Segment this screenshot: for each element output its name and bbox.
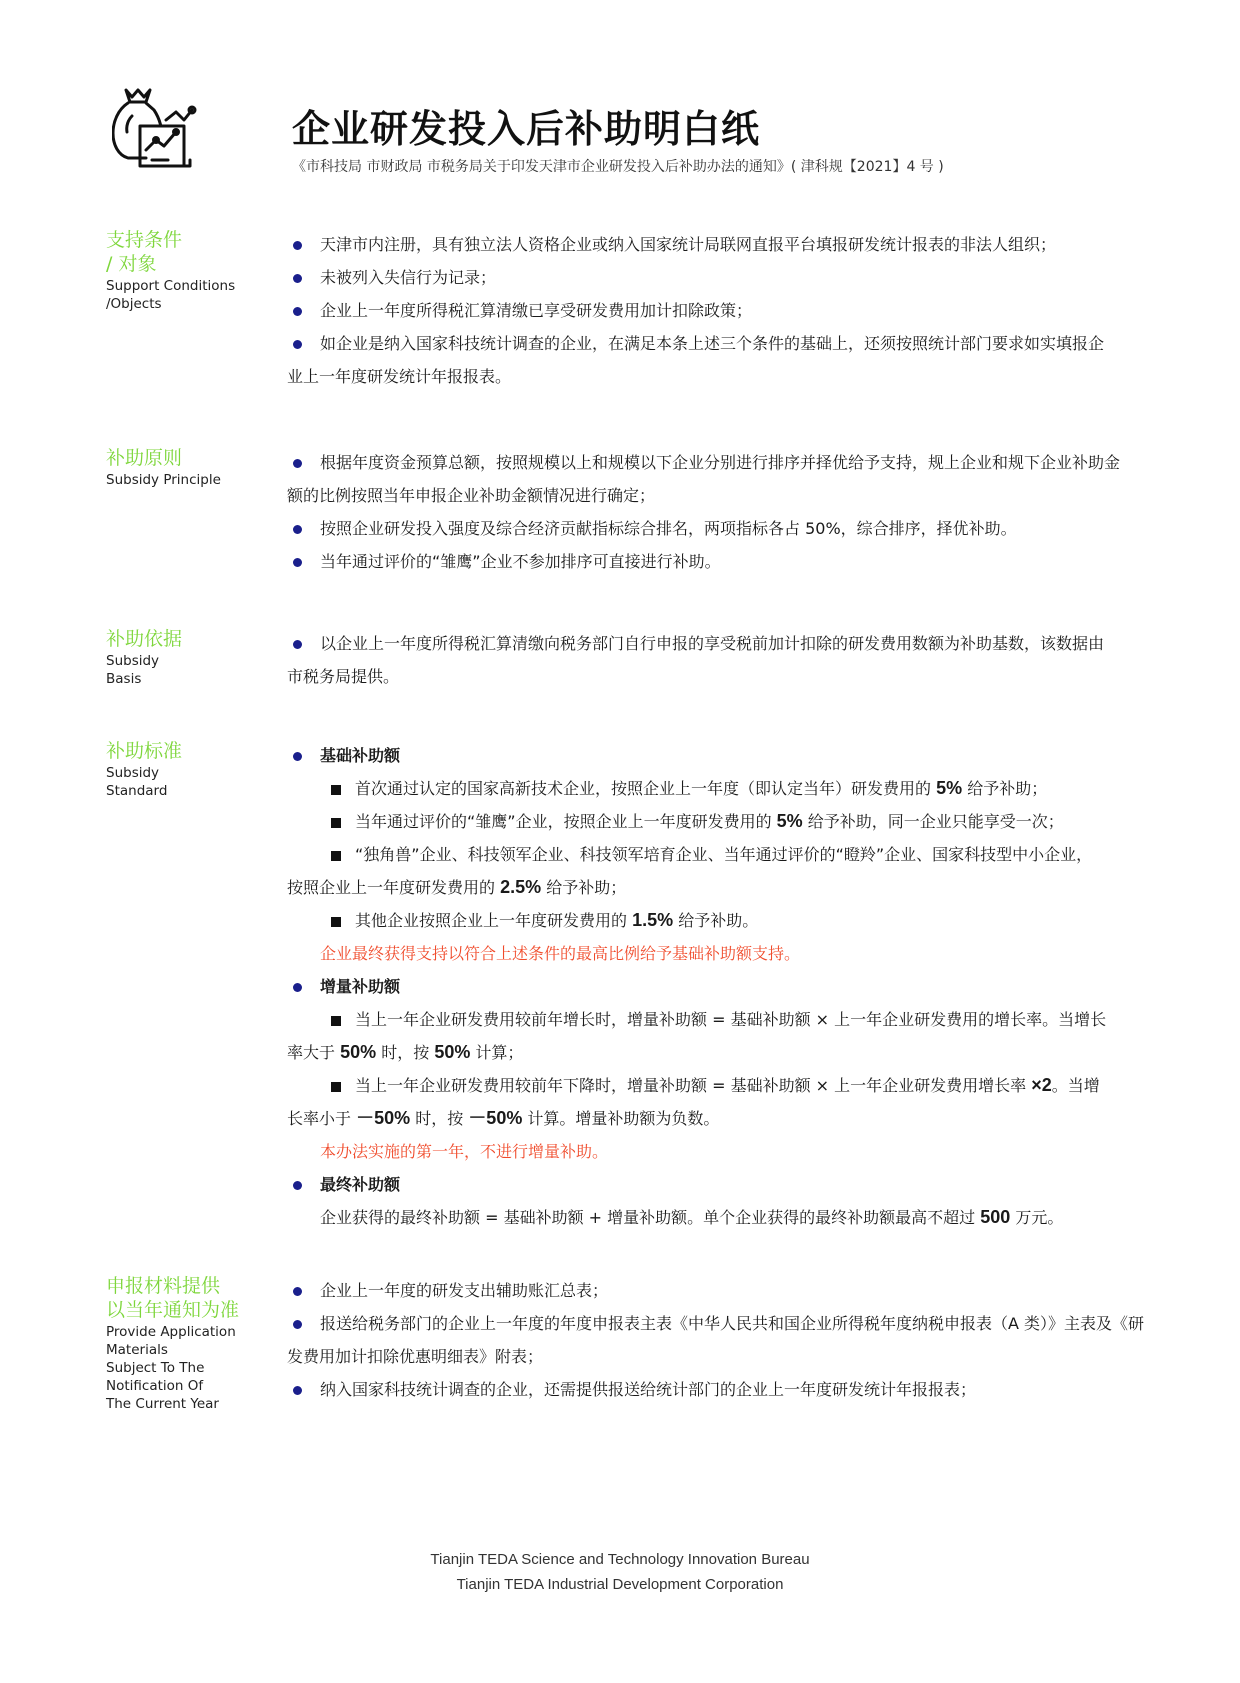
bullet-square-icon <box>331 1082 341 1092</box>
bullet-dot-icon <box>293 1320 302 1329</box>
note-text: 本办法实施的第一年，不进行增量补助。 <box>320 1142 609 1161</box>
list-item: 首次通过认定的国家高新技术企业，按照企业上一年度（即认定当年）研发费用的 5% 给予补助； <box>287 772 1145 805</box>
list-item: 报送给税务部门的企业上一年度的年度申报表主表《中华人民共和国企业所得税年度纳税申报表（A 类）》主表及《研 <box>287 1307 1145 1340</box>
list-item: 以企业上一年度所得税汇算清缴向税务部门自行申报的享受税前加计扣除的研发费用数额为补助基数，该数据由 <box>287 627 1145 660</box>
bullet-dot-icon <box>293 241 302 250</box>
document-reference: 《市科技局 市财政局 市税务局关于印发天津市企业研发投入后补助办法的通知》( 津科规【2021】4 号 ) <box>292 159 944 175</box>
label-en: Subsidy Principle <box>106 472 221 488</box>
bullet-dot-icon <box>293 340 302 349</box>
section-application-materials <box>0 1274 1240 1424</box>
section-label <box>106 739 256 799</box>
label-cn: 补助原则 <box>106 447 183 469</box>
footer <box>0 1547 1240 1597</box>
list-item-continued: 发费用加计扣除优惠明细表》附表； <box>287 1347 544 1366</box>
list-item: 纳入国家科技统计调查的企业，还需提供报送给统计部门的企业上一年度研发统计年报报表； <box>287 1373 1145 1406</box>
list-item: 根据年度资金预算总额，按照规模以上和规模以下企业分别进行排序并择优给予支持，规上企业和规下企业补助金 <box>287 446 1145 479</box>
label-en: Standard <box>106 783 168 799</box>
subheading-base: 基础补助额 <box>287 739 1145 772</box>
section-label <box>106 627 256 687</box>
note-text: 企业最终获得支持以符合上述条件的最高比例给予基础补助额支持。 <box>320 944 801 963</box>
label-cn: 补助标准 <box>106 740 183 762</box>
list-item: 企业上一年度的研发支出辅助账汇总表； <box>287 1274 1145 1307</box>
label-cn: 补助依据 <box>106 628 183 650</box>
label-cn: 申报材料提供 <box>106 1275 221 1297</box>
section-content <box>287 228 1145 393</box>
bullet-square-icon <box>331 917 341 927</box>
section-content <box>287 1274 1145 1406</box>
bullet-square-icon <box>331 818 341 828</box>
list-item: 当上一年企业研发费用较前年增长时，增量补助额 = 基础补助额 × 上一年企业研发费用的增长率。当增长 <box>287 1003 1145 1036</box>
list-item: 天津市内注册，具有独立法人资格企业或纳入国家统计局联网直报平台填报研发统计报表的非法人组织； <box>287 228 1145 261</box>
bullet-dot-icon <box>293 525 302 534</box>
bullet-square-icon <box>331 1016 341 1026</box>
label-en: Support Conditions <box>106 278 236 294</box>
bullet-dot-icon <box>293 274 302 283</box>
list-item: 企业上一年度所得税汇算清缴已享受研发费用加计扣除政策； <box>287 294 1145 327</box>
section-label <box>106 446 256 488</box>
list-item-continued: 长率小于 －50% 时，按 －50% 计算。增量补助额为负数。 <box>287 1108 720 1128</box>
list-item-continued: 率大于 50% 时，按 50% 计算； <box>287 1042 524 1062</box>
label-en: Subsidy <box>106 653 160 669</box>
label-cn: 以当年通知为准 <box>106 1299 240 1321</box>
section-label <box>106 1274 256 1412</box>
bullet-dot-icon <box>293 983 302 992</box>
section-subsidy-principle <box>0 446 1240 571</box>
label-en: Materials <box>106 1342 168 1358</box>
list-item: 未被列入失信行为记录； <box>287 261 1145 294</box>
bullet-dot-icon <box>293 1181 302 1190</box>
subheading-final: 最终补助额 <box>287 1168 1145 1201</box>
list-item: 按照企业研发投入强度及综合经济贡献指标综合排名，两项指标各占 50%，综合排序，择优补助。 <box>287 512 1145 545</box>
list-item-continued: 市税务局提供。 <box>287 667 400 686</box>
bullet-dot-icon <box>293 307 302 316</box>
list-item: 企业获得的最终补助额 = 基础补助额 + 增量补助额。单个企业获得的最终补助额最高不超过 500 万元。 <box>320 1207 1064 1227</box>
label-en: Subject To The <box>106 1360 205 1376</box>
list-item: 当上一年企业研发费用较前年下降时，增量补助额 = 基础补助额 × 上一年企业研发费用增长率 ×2。当增 <box>287 1069 1145 1102</box>
label-en: Subsidy <box>106 765 160 781</box>
section-subsidy-standard <box>0 739 1240 1229</box>
bullet-dot-icon <box>293 640 302 649</box>
label-en: Provide Application <box>106 1324 236 1340</box>
list-item: 当年通过评价的“雏鹰”企业，按照企业上一年度研发费用的 5% 给予补助，同一企业只能享受一次； <box>287 805 1145 838</box>
list-item-continued: 业上一年度研发统计年报报表。 <box>287 367 512 386</box>
footer-org-1: Tianjin TEDA Science and Technology Innovation Bureau <box>430 1551 810 1568</box>
bullet-dot-icon <box>293 1386 302 1395</box>
label-en: Basis <box>106 671 142 687</box>
bullet-square-icon <box>331 851 341 861</box>
section-label <box>106 228 256 312</box>
list-item: “独角兽”企业、科技领军企业、科技领军培育企业、当年通过评价的“瞪羚”企业、国家科技型中小企业， <box>287 838 1145 871</box>
list-item: 当年通过评价的“雏鹰”企业不参加排序可直接进行补助。 <box>287 545 1145 578</box>
bullet-dot-icon <box>293 558 302 567</box>
section-content <box>287 627 1145 693</box>
section-subsidy-basis <box>0 627 1240 697</box>
list-item-continued: 额的比例按照当年申报企业补助金额情况进行确定； <box>287 486 656 505</box>
section-support-conditions <box>0 228 1240 386</box>
list-item: 其他企业按照企业上一年度研发费用的 1.5% 给予补助。 <box>287 904 1145 937</box>
label-en: Notification Of <box>106 1378 204 1394</box>
bullet-dot-icon <box>293 1287 302 1296</box>
subheading-increment: 增量补助额 <box>287 970 1145 1003</box>
bullet-dot-icon <box>293 752 302 761</box>
page-title: 企业研发投入后补助明白纸 <box>292 107 761 151</box>
label-cn: 支持条件 <box>106 229 183 251</box>
footer-org-2: Tianjin TEDA Industrial Development Corporation <box>456 1576 784 1593</box>
section-content <box>287 446 1145 578</box>
label-cn: / 对象 <box>106 253 157 275</box>
list-item-continued: 按照企业上一年度研发费用的 2.5% 给予补助； <box>287 877 627 897</box>
bullet-dot-icon <box>293 459 302 468</box>
label-en: /Objects <box>106 296 162 312</box>
money-bag-document-icon <box>112 88 202 178</box>
label-en: The Current Year <box>106 1396 219 1412</box>
list-item: 如企业是纳入国家科技统计调查的企业，在满足本条上述三个条件的基础上，还须按照统计部门要求如实填报企 <box>287 327 1145 360</box>
section-content <box>287 739 1145 1234</box>
bullet-square-icon <box>331 785 341 795</box>
